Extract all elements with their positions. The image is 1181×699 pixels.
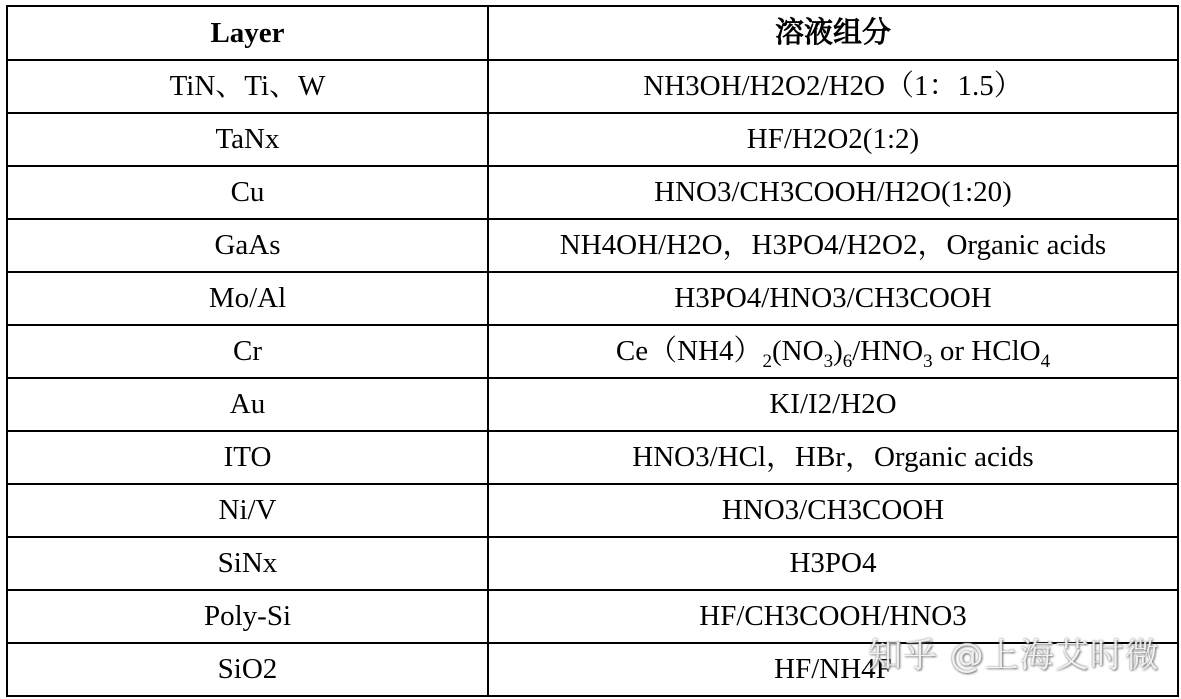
solution-part: (NO xyxy=(772,335,824,367)
solution-cell: H3PO4/HNO3/CH3COOH xyxy=(488,272,1178,325)
watermark-text: 知乎 @上海艾时微 xyxy=(868,636,1160,676)
solution-cell: HF/H2O2(1:2) xyxy=(488,113,1178,166)
table-row xyxy=(7,378,1178,431)
solution-cell: KI/I2/H2O xyxy=(488,378,1178,431)
solution-subscript: 6 xyxy=(842,351,853,372)
solution-cell: HF/CH3COOH/HNO3 xyxy=(488,590,1178,643)
solution-part: or HClO xyxy=(932,335,1041,367)
table-header-row xyxy=(7,6,1178,60)
solution-subscript: 3 xyxy=(923,351,933,372)
header-layer: Layer xyxy=(7,6,488,60)
table-row xyxy=(7,60,1178,113)
solution-part: ) xyxy=(833,335,843,367)
layer-cell: Cu xyxy=(7,166,488,219)
solution-part: Ce（NH4） xyxy=(615,335,763,367)
layer-cell: Mo/Al xyxy=(7,272,488,325)
solution-cell: H3PO4 xyxy=(488,537,1178,590)
layer-cell: Au xyxy=(7,378,488,431)
layer-cell: TiN、Ti、W xyxy=(7,60,488,113)
table-row xyxy=(7,431,1178,484)
layer-cell: Ni/V xyxy=(7,484,488,537)
layer-cell: SiNx xyxy=(7,537,488,590)
etchant-table xyxy=(6,5,1179,697)
solution-cell: HNO3/CH3COOH xyxy=(488,484,1178,537)
layer-cell: SiO2 xyxy=(7,643,488,696)
solution-cell: HF/NH4F xyxy=(488,643,1178,696)
solution-subscript: 3 xyxy=(823,351,834,372)
layer-cell: TaNx xyxy=(7,113,488,166)
solution-cell: HNO3/CH3COOH/H2O(1:20) xyxy=(488,166,1178,219)
layer-cell: Cr xyxy=(7,325,488,378)
table-row xyxy=(7,590,1178,643)
layer-cell: GaAs xyxy=(7,219,488,272)
table-row xyxy=(7,166,1178,219)
table-row xyxy=(7,113,1178,166)
table-row xyxy=(7,272,1178,325)
solution-subscript: 4 xyxy=(1040,351,1051,372)
layer-cell: Poly-Si xyxy=(7,590,488,643)
solution-cell: HNO3/HCl，HBr，Organic acids xyxy=(488,431,1178,484)
table-row xyxy=(7,537,1178,590)
header-solution: 溶液组分 xyxy=(488,6,1178,60)
table-row xyxy=(7,643,1178,696)
solution-cell: NH4OH/H2O，H3PO4/H2O2，Organic acids xyxy=(488,219,1178,272)
table-row xyxy=(7,484,1178,537)
solution-cell xyxy=(488,325,1178,378)
table-row xyxy=(7,325,1178,378)
etchant-table-container xyxy=(6,5,1177,697)
solution-subscript: 2 xyxy=(762,351,773,372)
table-row xyxy=(7,219,1178,272)
layer-cell: ITO xyxy=(7,431,488,484)
solution-cell: NH3OH/H2O2/H2O（1：1.5） xyxy=(488,60,1178,113)
solution-part: /HNO xyxy=(852,335,924,367)
